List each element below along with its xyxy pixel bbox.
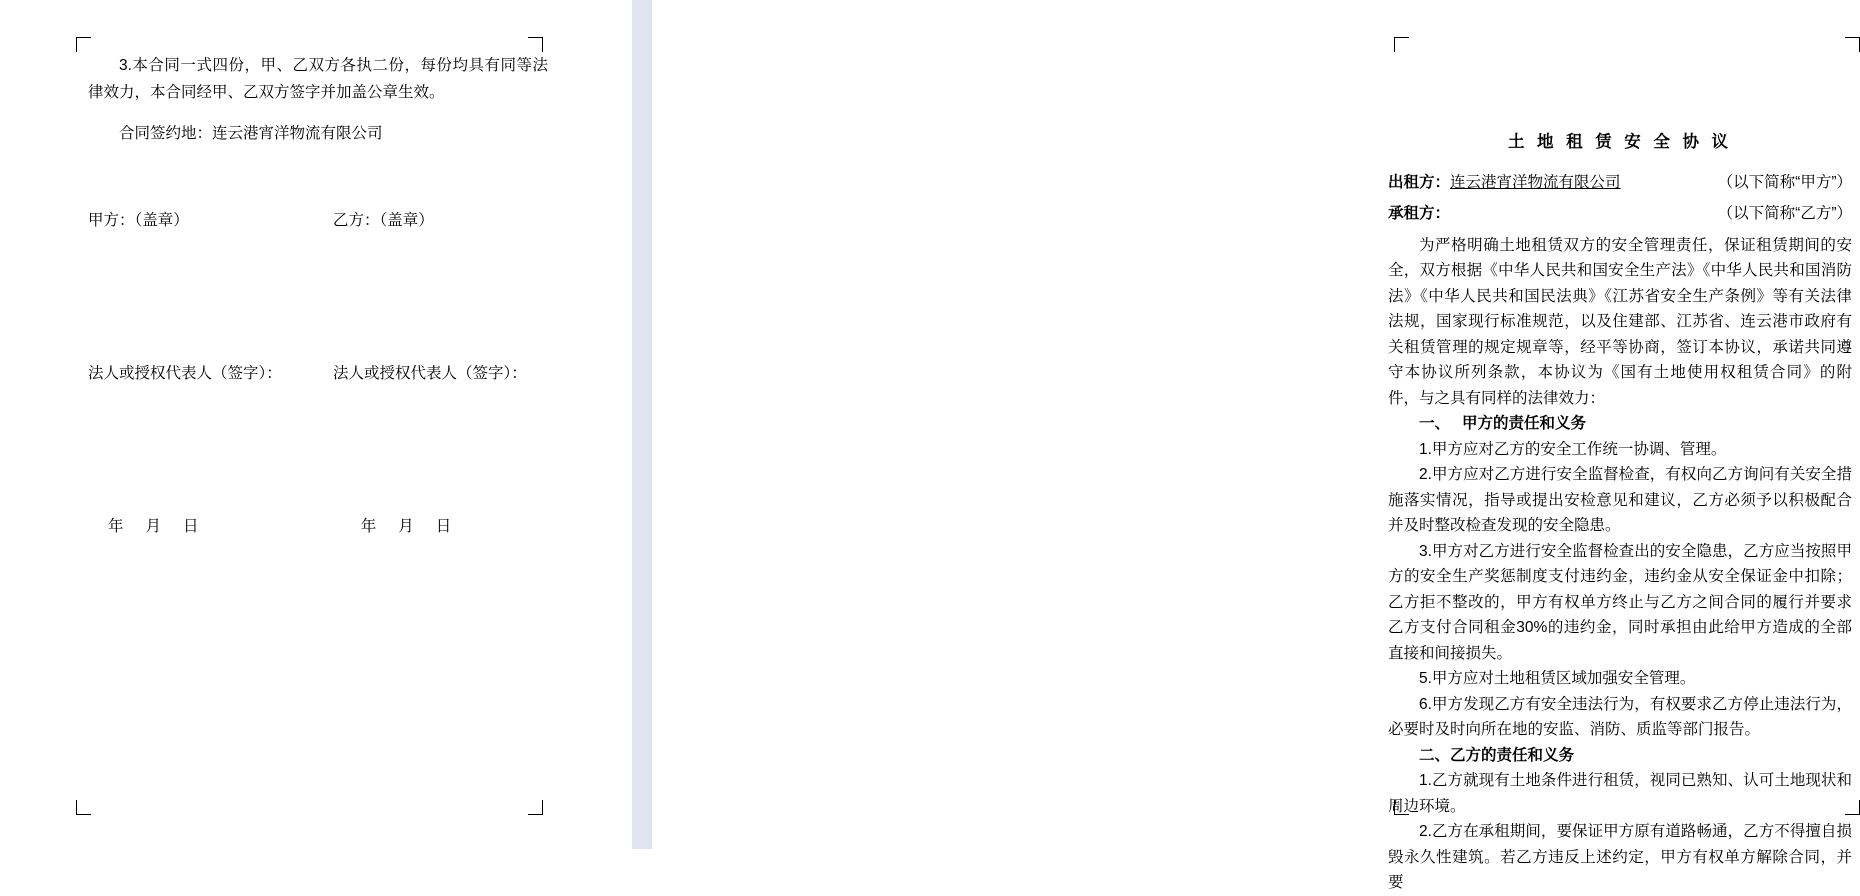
right-page-content <box>1388 130 1852 896</box>
section-2-item: 1.乙方就现有土地条件进行租赁，视同已熟知、认可土地现状和周边环境。 <box>1388 772 1852 815</box>
party-a-seal-label: 甲方：（盖章） <box>88 212 189 229</box>
lessee-label: 承租方： <box>1388 205 1451 222</box>
seal-signature-row <box>88 207 548 234</box>
document-page-left <box>0 0 632 849</box>
signing-place-label: 合同签约地： <box>119 125 213 142</box>
section-1-item: 1.甲方应对乙方的安全工作统一协调、管理。 <box>1419 440 1727 458</box>
left-page-content <box>88 52 548 540</box>
section-2-title: 乙方的责任和义务 <box>1450 746 1575 764</box>
representative-signature-row <box>88 360 548 387</box>
party-a-date-cell <box>88 513 361 540</box>
section-1-item: 2.甲方应对乙方进行安全监督检查，有权向乙方询问有关安全措施落实情况，指导或提出安检意见和建议，乙方必须予以积极配合并及时整改检查发现的安全隐患。 <box>1388 466 1852 534</box>
party-b-seal-cell <box>333 207 548 234</box>
section-1-item: 5.甲方应对土地租赁区域加强安全管理。 <box>1419 670 1696 687</box>
party-a-date-year: 年 <box>108 518 124 535</box>
signing-place-line <box>88 120 548 147</box>
agreement-title: 土 地 租 赁 安 全 协 议 <box>1507 133 1733 151</box>
section-1-number: 一、 <box>1419 415 1451 432</box>
party-a-representative-cell <box>88 360 333 387</box>
crop-mark-top-right <box>528 37 543 52</box>
lessee-row <box>1388 201 1852 227</box>
party-b-date-year: 年 <box>360 518 377 535</box>
party-b-date-day: 日 <box>435 518 452 535</box>
section-1-title: 甲方的责任和义务 <box>1462 415 1587 432</box>
crop-mark-bottom-right <box>528 800 543 815</box>
party-b-date-cell <box>361 513 548 540</box>
section-2-heading <box>1388 743 1852 769</box>
party-b-representative-cell <box>333 360 548 387</box>
party-a-seal-cell <box>88 207 333 234</box>
lessee-alias-note: （以下简称“乙方”） <box>1717 205 1852 222</box>
clause-3-paragraph: 3.本合同一式四份，甲、乙双方各执二份，每份均具有同等法律效力，本合同经甲、乙双方签字并加盖公章生效。 <box>88 57 548 101</box>
crop-mark-top-left <box>76 37 91 52</box>
section-1-item: 3.甲方对乙方进行安全监督检查出的安全隐患，乙方应当按照甲方的安全生产奖惩制度支付违约金，违约金从安全保证金中扣除；乙方拒不整改的，甲方有权单方终止与乙方之间合同的履行并要求乙方支付合同租金30%的违约金，同时承担由此给甲方造成的全部直接和间接损失。 <box>1388 542 1852 662</box>
party-b-seal-label: 乙方：（盖章） <box>333 212 434 229</box>
crop-mark-top-right <box>1845 37 1860 52</box>
party-a-representative-label: 法人或授权代表人（签字）： <box>88 365 282 382</box>
lessor-row <box>1388 170 1852 196</box>
party-a-date-day: 日 <box>183 518 199 535</box>
crop-mark-bottom-left <box>76 800 91 815</box>
section-1-item: 6.甲方发现乙方有安全违法行为，有权要求乙方停止违法行为，必要时及时向所在地的安监、消防、质监等部门报告。 <box>1388 695 1852 738</box>
lessor-label: 出租方： <box>1388 173 1451 191</box>
party-b-date-month: 月 <box>398 518 414 535</box>
lessor-value: 连云港宵洋物流有限公司 <box>1450 173 1621 191</box>
party-b-representative-label: 法人或授权代表人（签字）： <box>333 365 527 382</box>
preamble-paragraph: 为严格明确土地租赁双方的安全管理责任，保证租赁期间的安全，双方根据《中华人民共和国安全生产法》《中华人民共和国消防法》《中华人民共和国民法典》《江苏省安全生产条例》等有关法律法规，国家现行标准规范，以及住建部、江苏省、连云港市政府有关租赁管理的规定规章等，经平等协商，签订本协议，承诺共同遵守本协议所列条款，本协议为《国有土地使用权租赁合同》的附件，与之具有同样的法律效力： <box>1388 236 1852 407</box>
crop-mark-top-left <box>1394 37 1409 52</box>
document-page-right <box>652 0 1852 891</box>
section-2-number: 二、 <box>1419 746 1451 764</box>
party-a-date-month: 月 <box>145 518 162 535</box>
lessor-alias-note: （以下简称“甲方”） <box>1717 173 1852 191</box>
signing-place-value: 连云港宵洋物流有限公司 <box>212 125 383 142</box>
date-row <box>88 513 548 540</box>
section-2-item: 2.乙方在承租期间，要保证甲方原有道路畅通，乙方不得擅自损毁永久性建筑。若乙方违反上述约定，甲方有权单方解除合同，并要 <box>1388 823 1852 891</box>
section-1-heading <box>1388 411 1852 437</box>
page-gutter <box>632 0 652 849</box>
